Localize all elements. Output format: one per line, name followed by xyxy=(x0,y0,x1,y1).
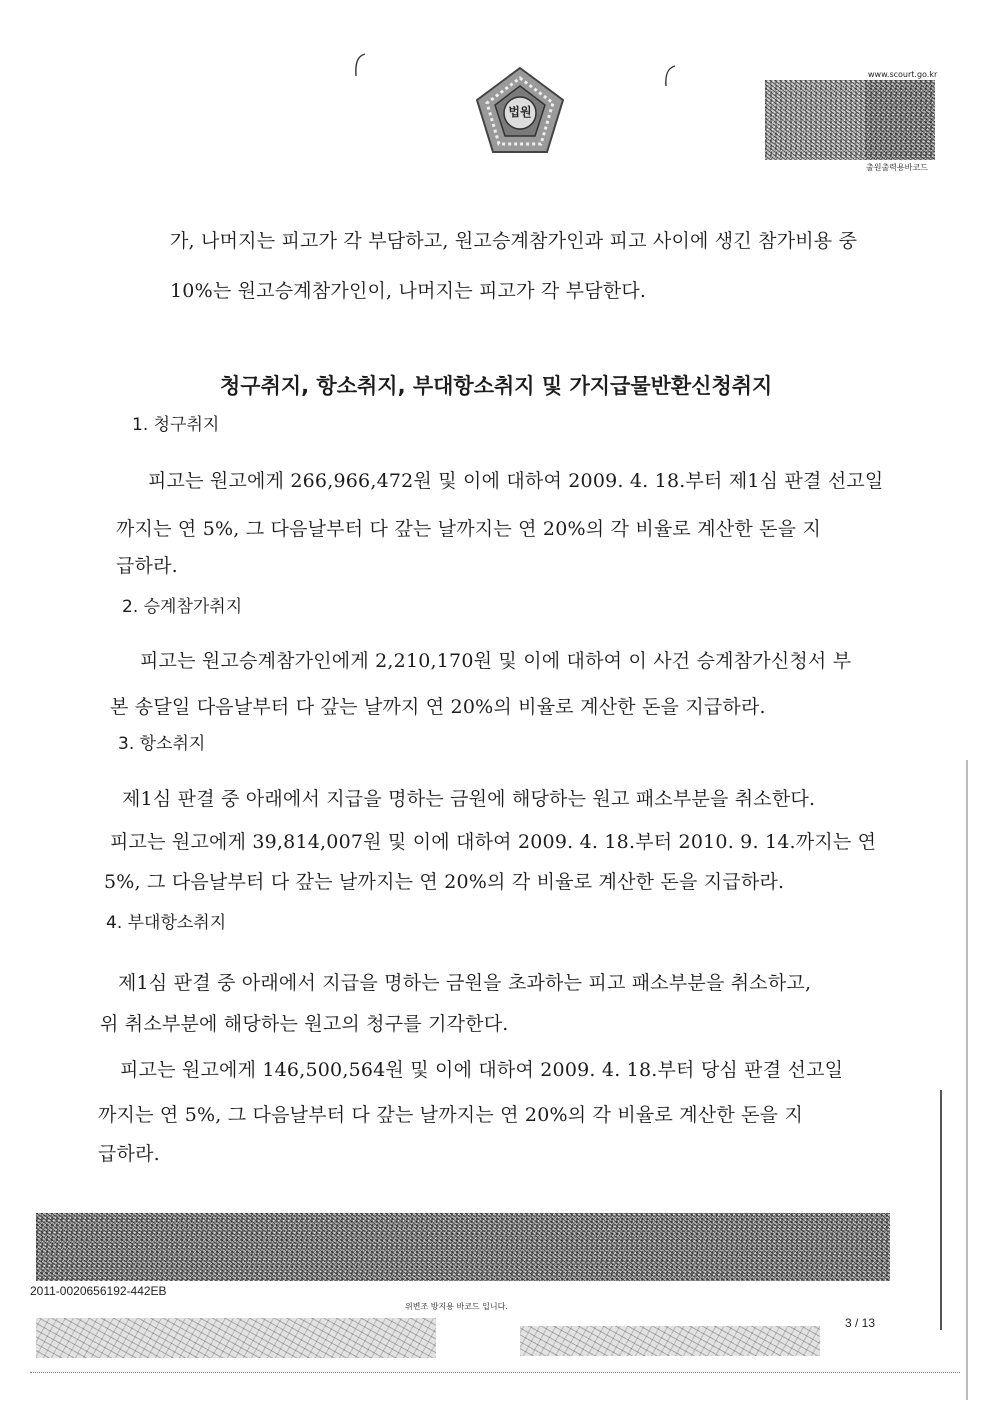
scan-mark-left xyxy=(350,50,370,80)
section-4-line-5: 급하라. xyxy=(98,1143,160,1165)
intro-line-2: 10%는 원고승계참가인이, 나머지는 피고가 각 부담한다. xyxy=(170,280,647,302)
section-4-line-4: 까지는 연 5%, 그 다음날부터 다 갚는 날까지는 연 20%의 각 비율로 계산한 돈을 지 xyxy=(98,1104,804,1126)
website-url: www.scourt.go.kr xyxy=(868,70,938,79)
section-4-line-1: 제1심 판결 중 아래에서 지급을 명하는 금원을 초과하는 피고 패소부분을 취소하고, xyxy=(118,972,812,994)
section-1-line-2: 까지는 연 5%, 그 다음날부터 다 갚는 날까지는 연 20%의 각 비율로 계산한 돈을 지 xyxy=(116,518,822,540)
seal-label: 법원 xyxy=(508,105,532,119)
section-2-line-2: 본 송달일 다음날부터 다 갚는 날까지 연 20%의 비율로 계산한 돈을 지급하라. xyxy=(110,696,766,718)
section-3-heading: 3. 항소취지 xyxy=(118,734,206,754)
section-3-line-2: 피고는 원고에게 39,814,007원 및 이에 대하여 2009. 4. 18.부터 2010. 9. 14.까지는 연 xyxy=(110,831,877,853)
page-number: 3 / 13 xyxy=(845,1316,876,1330)
intro-line-1: 가, 나머지는 피고가 각 부담하고, 원고승계참가인과 피고 사이에 생긴 참가비용 중 xyxy=(170,230,858,252)
section-1-heading: 1. 청구취지 xyxy=(132,415,220,435)
qr-pattern-light xyxy=(765,80,865,160)
section-4-heading: 4. 부대항소취지 xyxy=(106,913,227,933)
scan-mark-right xyxy=(660,62,680,92)
section-1-line-1: 피고는 원고에게 266,966,472원 및 이에 대하여 2009. 4. 18.부터 제1심 판결 선고일 xyxy=(148,470,884,492)
section-3-line-1: 제1심 판결 중 아래에서 지급을 명하는 금원에 해당하는 원고 패소부분을 취소한다. xyxy=(122,788,816,810)
section-4-line-3: 피고는 원고에게 146,500,564원 및 이에 대하여 2009. 4. 18.부터 당심 판결 선고일 xyxy=(120,1059,844,1081)
bottom-dotted-line xyxy=(30,1372,960,1374)
section-4-line-2: 위 취소부분에 해당하는 원고의 청구를 기각한다. xyxy=(100,1013,509,1035)
court-seal-icon xyxy=(472,64,568,160)
section-2-heading: 2. 승계참가취지 xyxy=(122,597,243,617)
scan-edge-line xyxy=(966,760,968,1400)
footer-scan-noise xyxy=(36,1318,436,1358)
footer-scan-noise-2 xyxy=(520,1326,820,1356)
barcode-note: 위변조 방지용 바코드 입니다. xyxy=(405,1302,508,1311)
document-title: 청구취지, 항소취지, 부대항소취지 및 가지급물반환신청취지 xyxy=(220,374,773,398)
qr-code-icon xyxy=(865,80,935,160)
section-1-line-3: 급하라. xyxy=(116,555,178,577)
section-3-line-3: 5%, 그 다음날부터 다 갚는 날까지는 연 20%의 각 비율로 계산한 돈을 지급하라. xyxy=(104,871,785,893)
scan-edge-mark xyxy=(940,1090,942,1330)
section-2-line-1: 피고는 원고승계참가인에게 2,210,170원 및 이에 대하여 이 사건 승계참가신청서 부 xyxy=(140,650,852,672)
document-id: 2011-0020656192-442EB xyxy=(30,1284,167,1298)
footer-barcode-icon xyxy=(36,1213,890,1281)
barcode-caption: 출원출력용바코드 xyxy=(866,163,928,172)
